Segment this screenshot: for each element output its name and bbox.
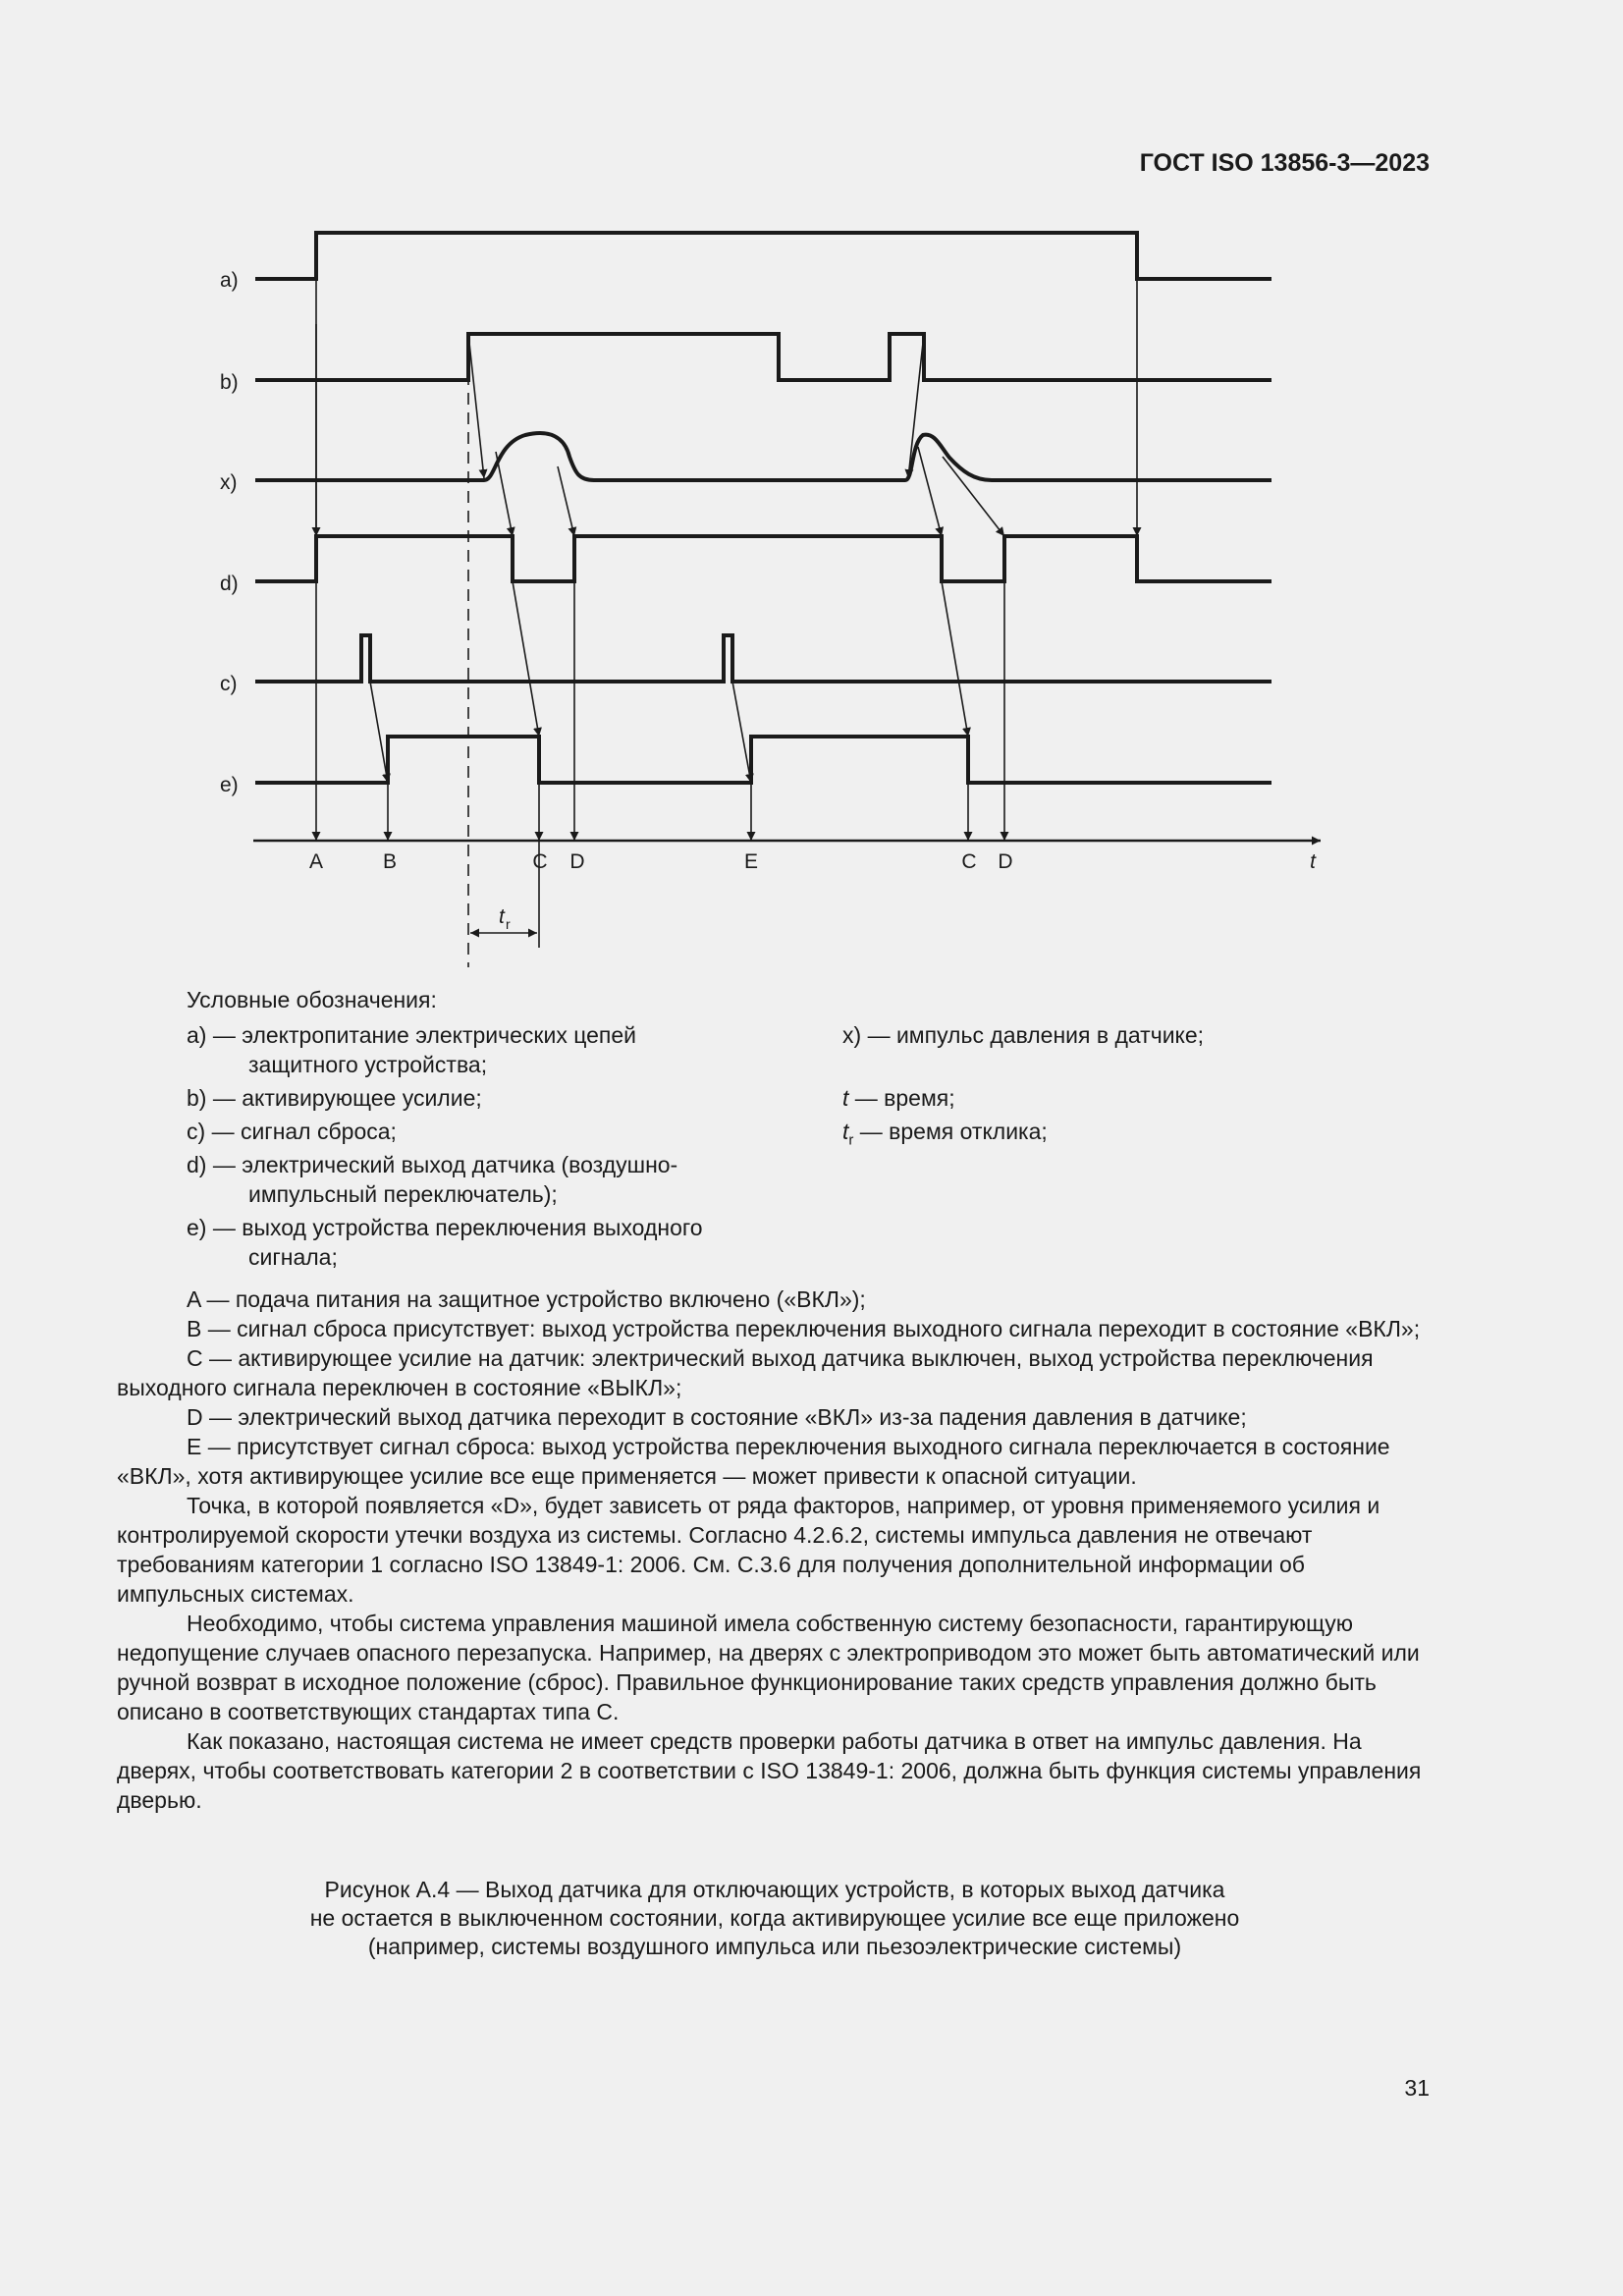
arrow-x-to-d-fall	[496, 452, 513, 536]
row-label-x: x)	[220, 471, 238, 494]
legend-text: — сигнал сброса;	[211, 1119, 397, 1144]
legend-key: d)	[187, 1152, 207, 1177]
paragraph: Необходимо, чтобы система управления машиной имела собственную систему безопасности, гарантирующую недопущение случаев опасного перезапуска. Например, на дверях с электроприводом это может быть автоматический или ручной возврат в исходное положение (сброс). Правильное функционирование таких средств управления должно быть описано в соответствующих стандартах типа С.	[117, 1611, 1420, 1724]
axis-point-D: D	[569, 850, 585, 873]
axis-point-C: C	[532, 850, 548, 873]
figure-caption	[117, 1876, 1433, 1961]
legend-item-x	[842, 1020, 1204, 1050]
legend-item-a	[187, 1020, 795, 1079]
signal-d	[255, 536, 1271, 581]
row-label-a: a)	[220, 269, 239, 292]
paragraph: C — активирующее усилие на датчик: электрический выход датчика выключен, выход устройства переключения выходного сигнала переключен в состояние «ВЫКЛ»;	[117, 1345, 1374, 1400]
timing-diagram	[0, 0, 1623, 972]
row-label-c: c)	[220, 673, 238, 695]
legend-key: a)	[187, 1022, 207, 1048]
axis-point-D2: D	[998, 850, 1013, 873]
arrow-c-to-e-rise	[370, 682, 388, 783]
caption-line: Рисунок А.4 — Выход датчика для отключающих устройств, в которых выход датчика	[324, 1877, 1225, 1902]
arrow-x2-to-d-fall	[918, 447, 942, 536]
legend-text: — время;	[854, 1085, 955, 1111]
arrow-d-to-e-fall	[513, 581, 539, 737]
arrow-x2-to-d-rise	[943, 457, 1004, 536]
axis-label-t: t	[1310, 850, 1316, 873]
tr-label-sub: r	[506, 916, 511, 932]
paragraph: Как показано, настоящая система не имеет средств проверки работы датчика в ответ на импульс давления. На дверях, чтобы соответствовать категории 2 в соответствии с ISO 13849-1: 2006, должна быть функция системы управления дверью.	[117, 1728, 1422, 1813]
arrow-b2-to-x	[908, 334, 924, 478]
legend-key: e)	[187, 1215, 207, 1240]
explanation-text	[117, 1285, 1433, 1815]
page-number: 31	[1404, 2075, 1430, 2101]
arrow-c2-to-e-rise	[732, 682, 751, 783]
axis-point-B: B	[382, 850, 398, 873]
row-label-d: d)	[220, 573, 239, 595]
arrow-d2-to-e-fall	[942, 581, 968, 737]
arrow-x-to-d-rise	[558, 466, 574, 536]
paragraph: D — электрический выход датчика переходит в состояние «ВКЛ» из-за падения давления в датчике;	[187, 1404, 1247, 1430]
legend-title: Условные обозначения:	[187, 987, 437, 1012]
legend-key: x)	[842, 1022, 862, 1048]
legend-text: — электрический выход датчика (воздушно-	[212, 1152, 678, 1177]
caption-line: (например, системы воздушного импульса или пьезоэлектрические системы)	[367, 1934, 1182, 1959]
legend-text-cont: защитного устройства;	[248, 1052, 488, 1077]
arrow-b-to-x	[468, 334, 484, 478]
legend-text: — импульс давления в датчике;	[867, 1022, 1205, 1048]
legend-key: b)	[187, 1085, 207, 1111]
legend-key-sub: r	[848, 1131, 854, 1149]
signal-e	[255, 737, 1271, 783]
caption-line: не остается в выключенном состоянии, когда активирующее усилие все еще приложено	[309, 1905, 1240, 1931]
paragraph: E — присутствует сигнал сброса: выход устройства переключения выходного сигнала переключается в состояние «ВКЛ», хотя активирующее усилие все еще применяется — может привести к опасной ситуации.	[117, 1434, 1390, 1489]
legend-key: c)	[187, 1119, 206, 1144]
paragraph: A — подача питания на защитное устройство включено («ВКЛ»);	[187, 1286, 866, 1312]
signal-b	[255, 334, 1271, 380]
legend-text-cont: сигнала;	[248, 1244, 338, 1270]
row-label-e: e)	[220, 774, 239, 796]
legend-item-tr	[842, 1117, 1048, 1156]
legend-item-e	[187, 1213, 795, 1272]
axis-point-A: A	[308, 850, 324, 873]
paragraph: Точка, в которой появляется «D», будет зависеть от ряда факторов, например, от уровня применяемого усилия и контролируемой скорости утечки воздуха из системы. Согласно 4.2.6.2, системы импульса давления не отвечают требованиям категории 1 согласно ISO 13849-1: 2006. См. С.3.6 для получения дополнительной информации об импульсных системах.	[117, 1493, 1380, 1607]
row-label-b: b)	[220, 371, 239, 394]
legend-text: — выход устройства переключения выходного	[212, 1215, 703, 1240]
legend-key: t	[842, 1119, 849, 1144]
legend-text: — время отклика;	[859, 1119, 1048, 1144]
legend-item-b	[187, 1083, 482, 1113]
legend-item-d	[187, 1150, 795, 1209]
signal-a	[255, 233, 1271, 279]
document-code: ГОСТ ISO 13856-3—2023	[1139, 149, 1430, 177]
legend-text: — электропитание электрических цепей	[212, 1022, 637, 1048]
legend-item-t	[842, 1083, 955, 1113]
signal-c	[255, 635, 1271, 682]
legend-item-c	[187, 1117, 397, 1146]
legend-key: t	[842, 1085, 849, 1111]
legend-text: — активирующее усилие;	[212, 1085, 482, 1111]
axis-point-C2: C	[961, 850, 977, 873]
axis-point-E: E	[743, 850, 759, 873]
paragraph: B — сигнал сброса присутствует: выход устройства переключения выходного сигнала переходит в состояние «ВКЛ»;	[187, 1316, 1421, 1341]
legend-text-cont: импульсный переключатель);	[248, 1181, 558, 1207]
tr-label: t	[499, 905, 505, 928]
signal-x	[255, 433, 1271, 480]
